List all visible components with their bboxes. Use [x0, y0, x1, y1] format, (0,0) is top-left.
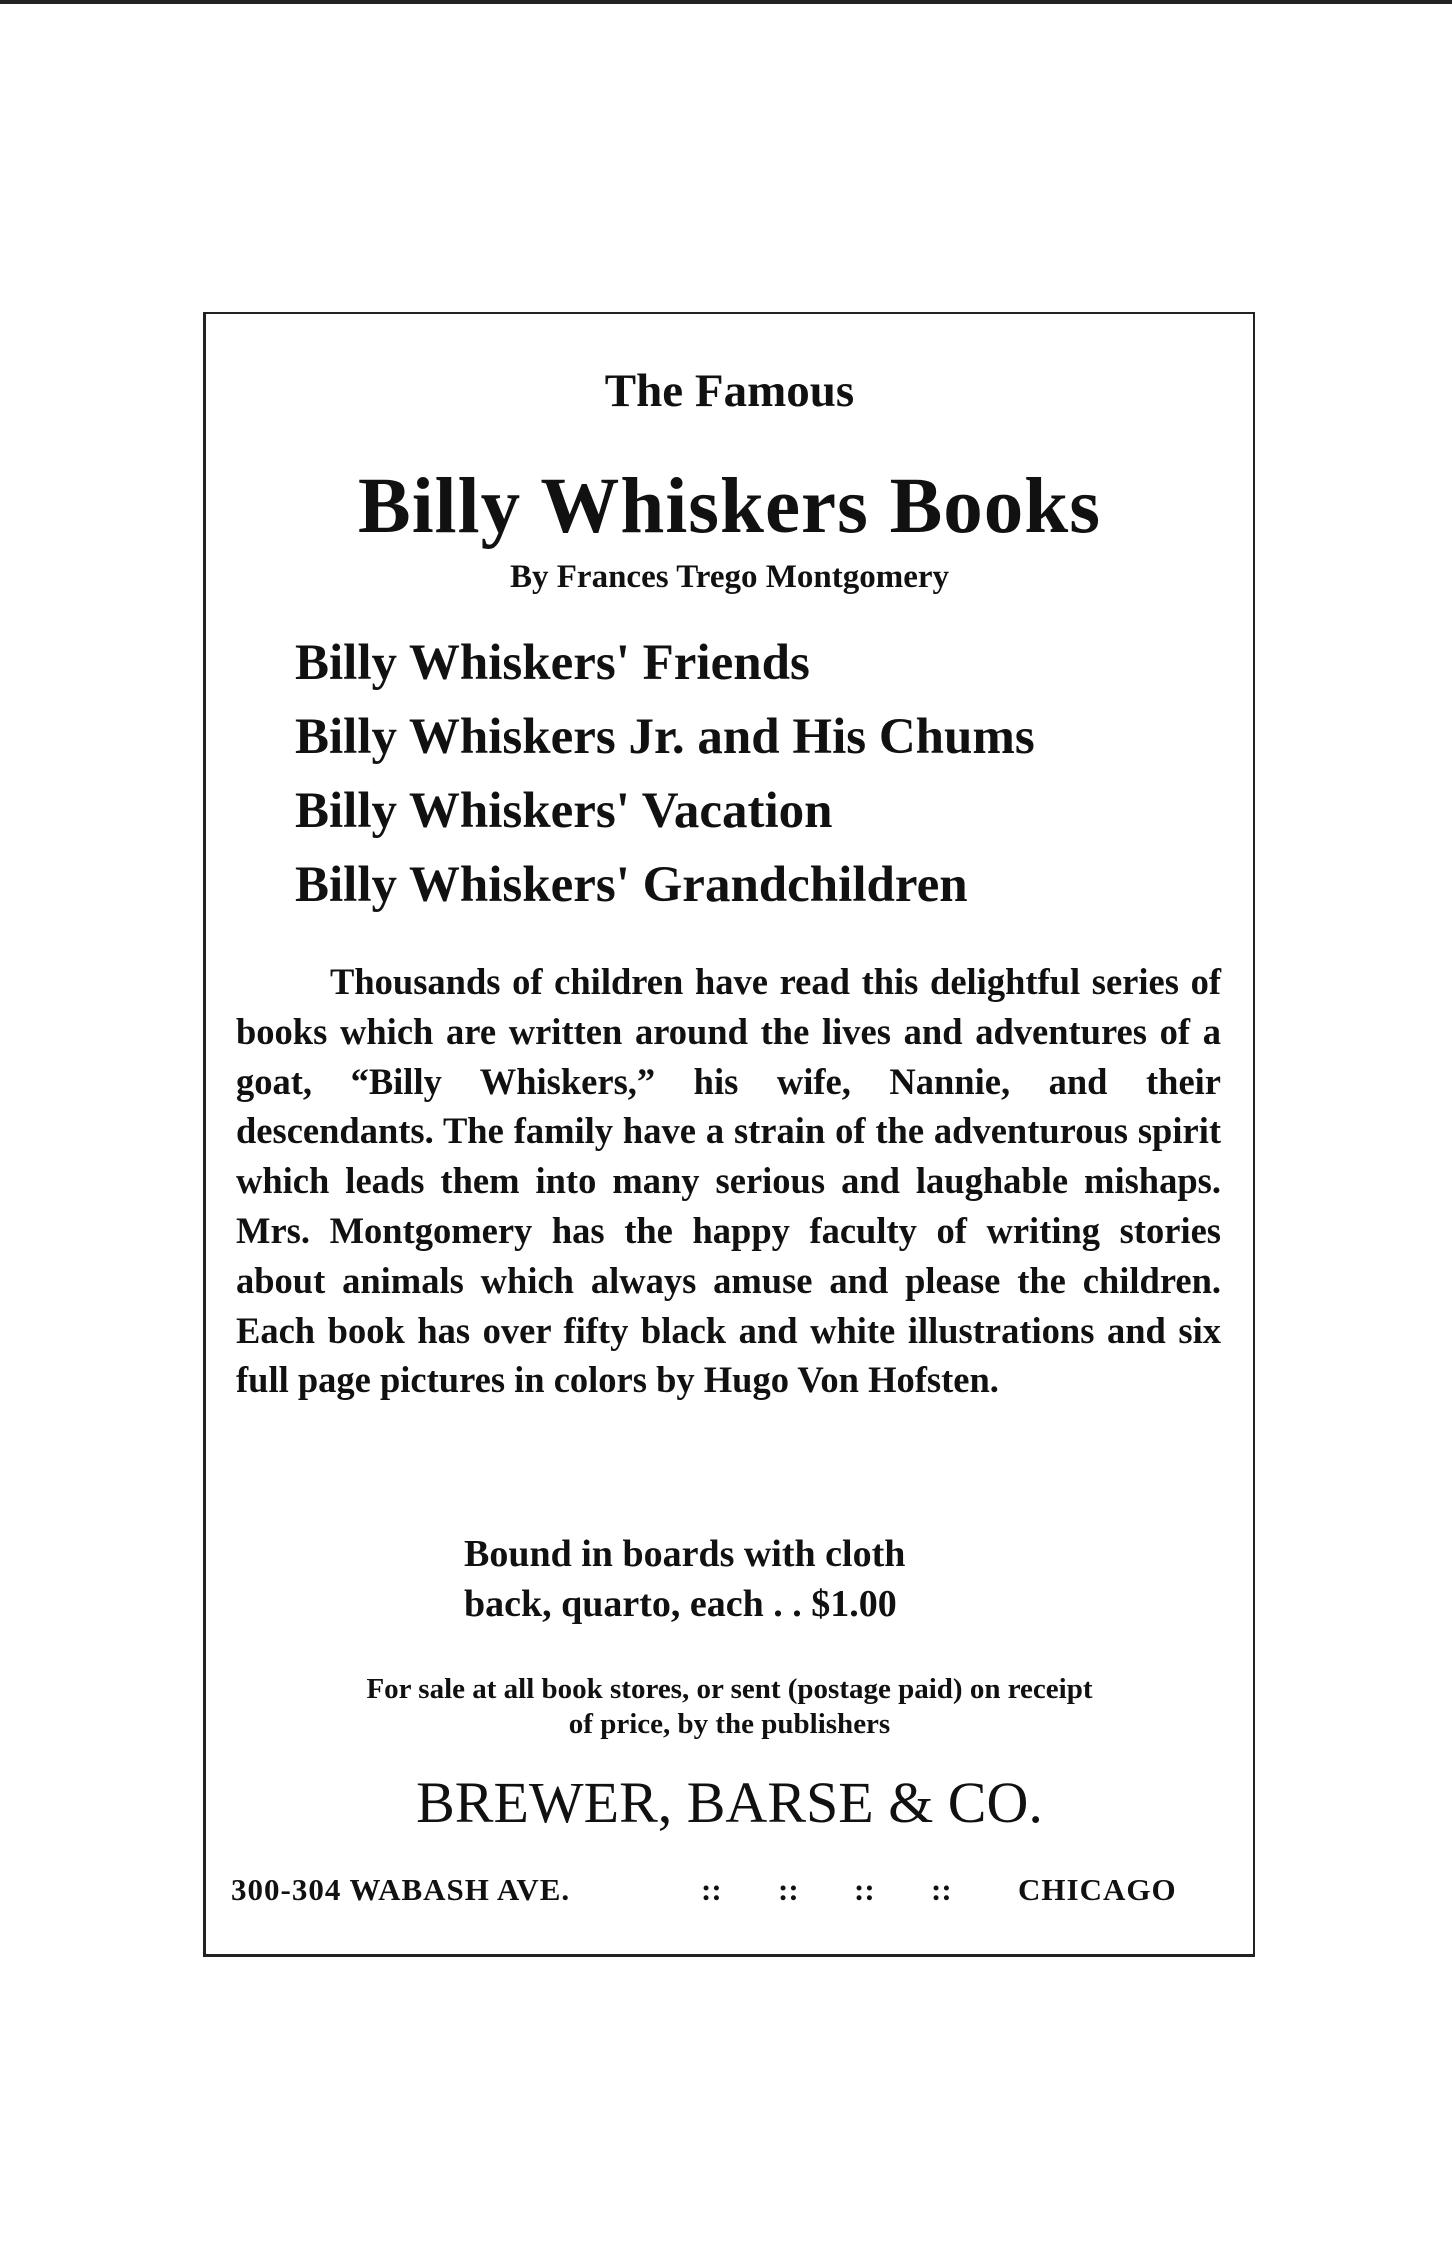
separator-mark: :: [931, 1872, 952, 1907]
book-title: Billy Whiskers' Grandchildren [295, 857, 968, 913]
author-byline: By Frances Trego Montgomery [510, 559, 949, 595]
book-title: Billy Whiskers Jr. and His Chums [295, 709, 1035, 765]
sale-notice-line: For sale at all book stores, or sent (postage paid) on receipt [366, 1673, 1093, 1705]
top-rule [0, 0, 1452, 4]
separator-mark: :: [778, 1872, 799, 1907]
publisher-address: 300-304 WABASH AVE. [231, 1872, 571, 1907]
publisher-name: BREWER, BARSE & CO. [416, 1770, 1043, 1835]
advertisement-box [203, 312, 1255, 1957]
series-headline: Billy Whiskers Books [358, 463, 1101, 550]
price-line: back, quarto, each . . $1.00 [464, 1583, 897, 1625]
book-title: Billy Whiskers' Vacation [295, 783, 833, 839]
book-title: Billy Whiskers' Friends [295, 635, 810, 691]
separator-mark: :: [701, 1872, 722, 1907]
description-paragraph: Thousands of children have read this delightful series of books which are written around the lives and adventures of a goat, “Billy Whiskers,” his wife, Nannie, and their descendants. The family have a strain of the adventurous spirit which leads them into many serious and laughable mishaps. Mrs. Montgomery has the happy faculty of writing stories about animals which always amuse and please the children. Each book has over fifty black and white illustrations and six full page pictures in colors by Hugo Von Hofsten. [236, 961, 1221, 1401]
sale-notice-line: of price, by the publishers [568, 1708, 891, 1740]
kicker-heading: The Famous [604, 365, 855, 417]
book-title-list [295, 626, 1035, 922]
separator-mark: :: [854, 1872, 875, 1907]
publisher-city: CHICAGO [1018, 1872, 1177, 1907]
binding-line: Bound in boards with cloth [464, 1533, 906, 1575]
